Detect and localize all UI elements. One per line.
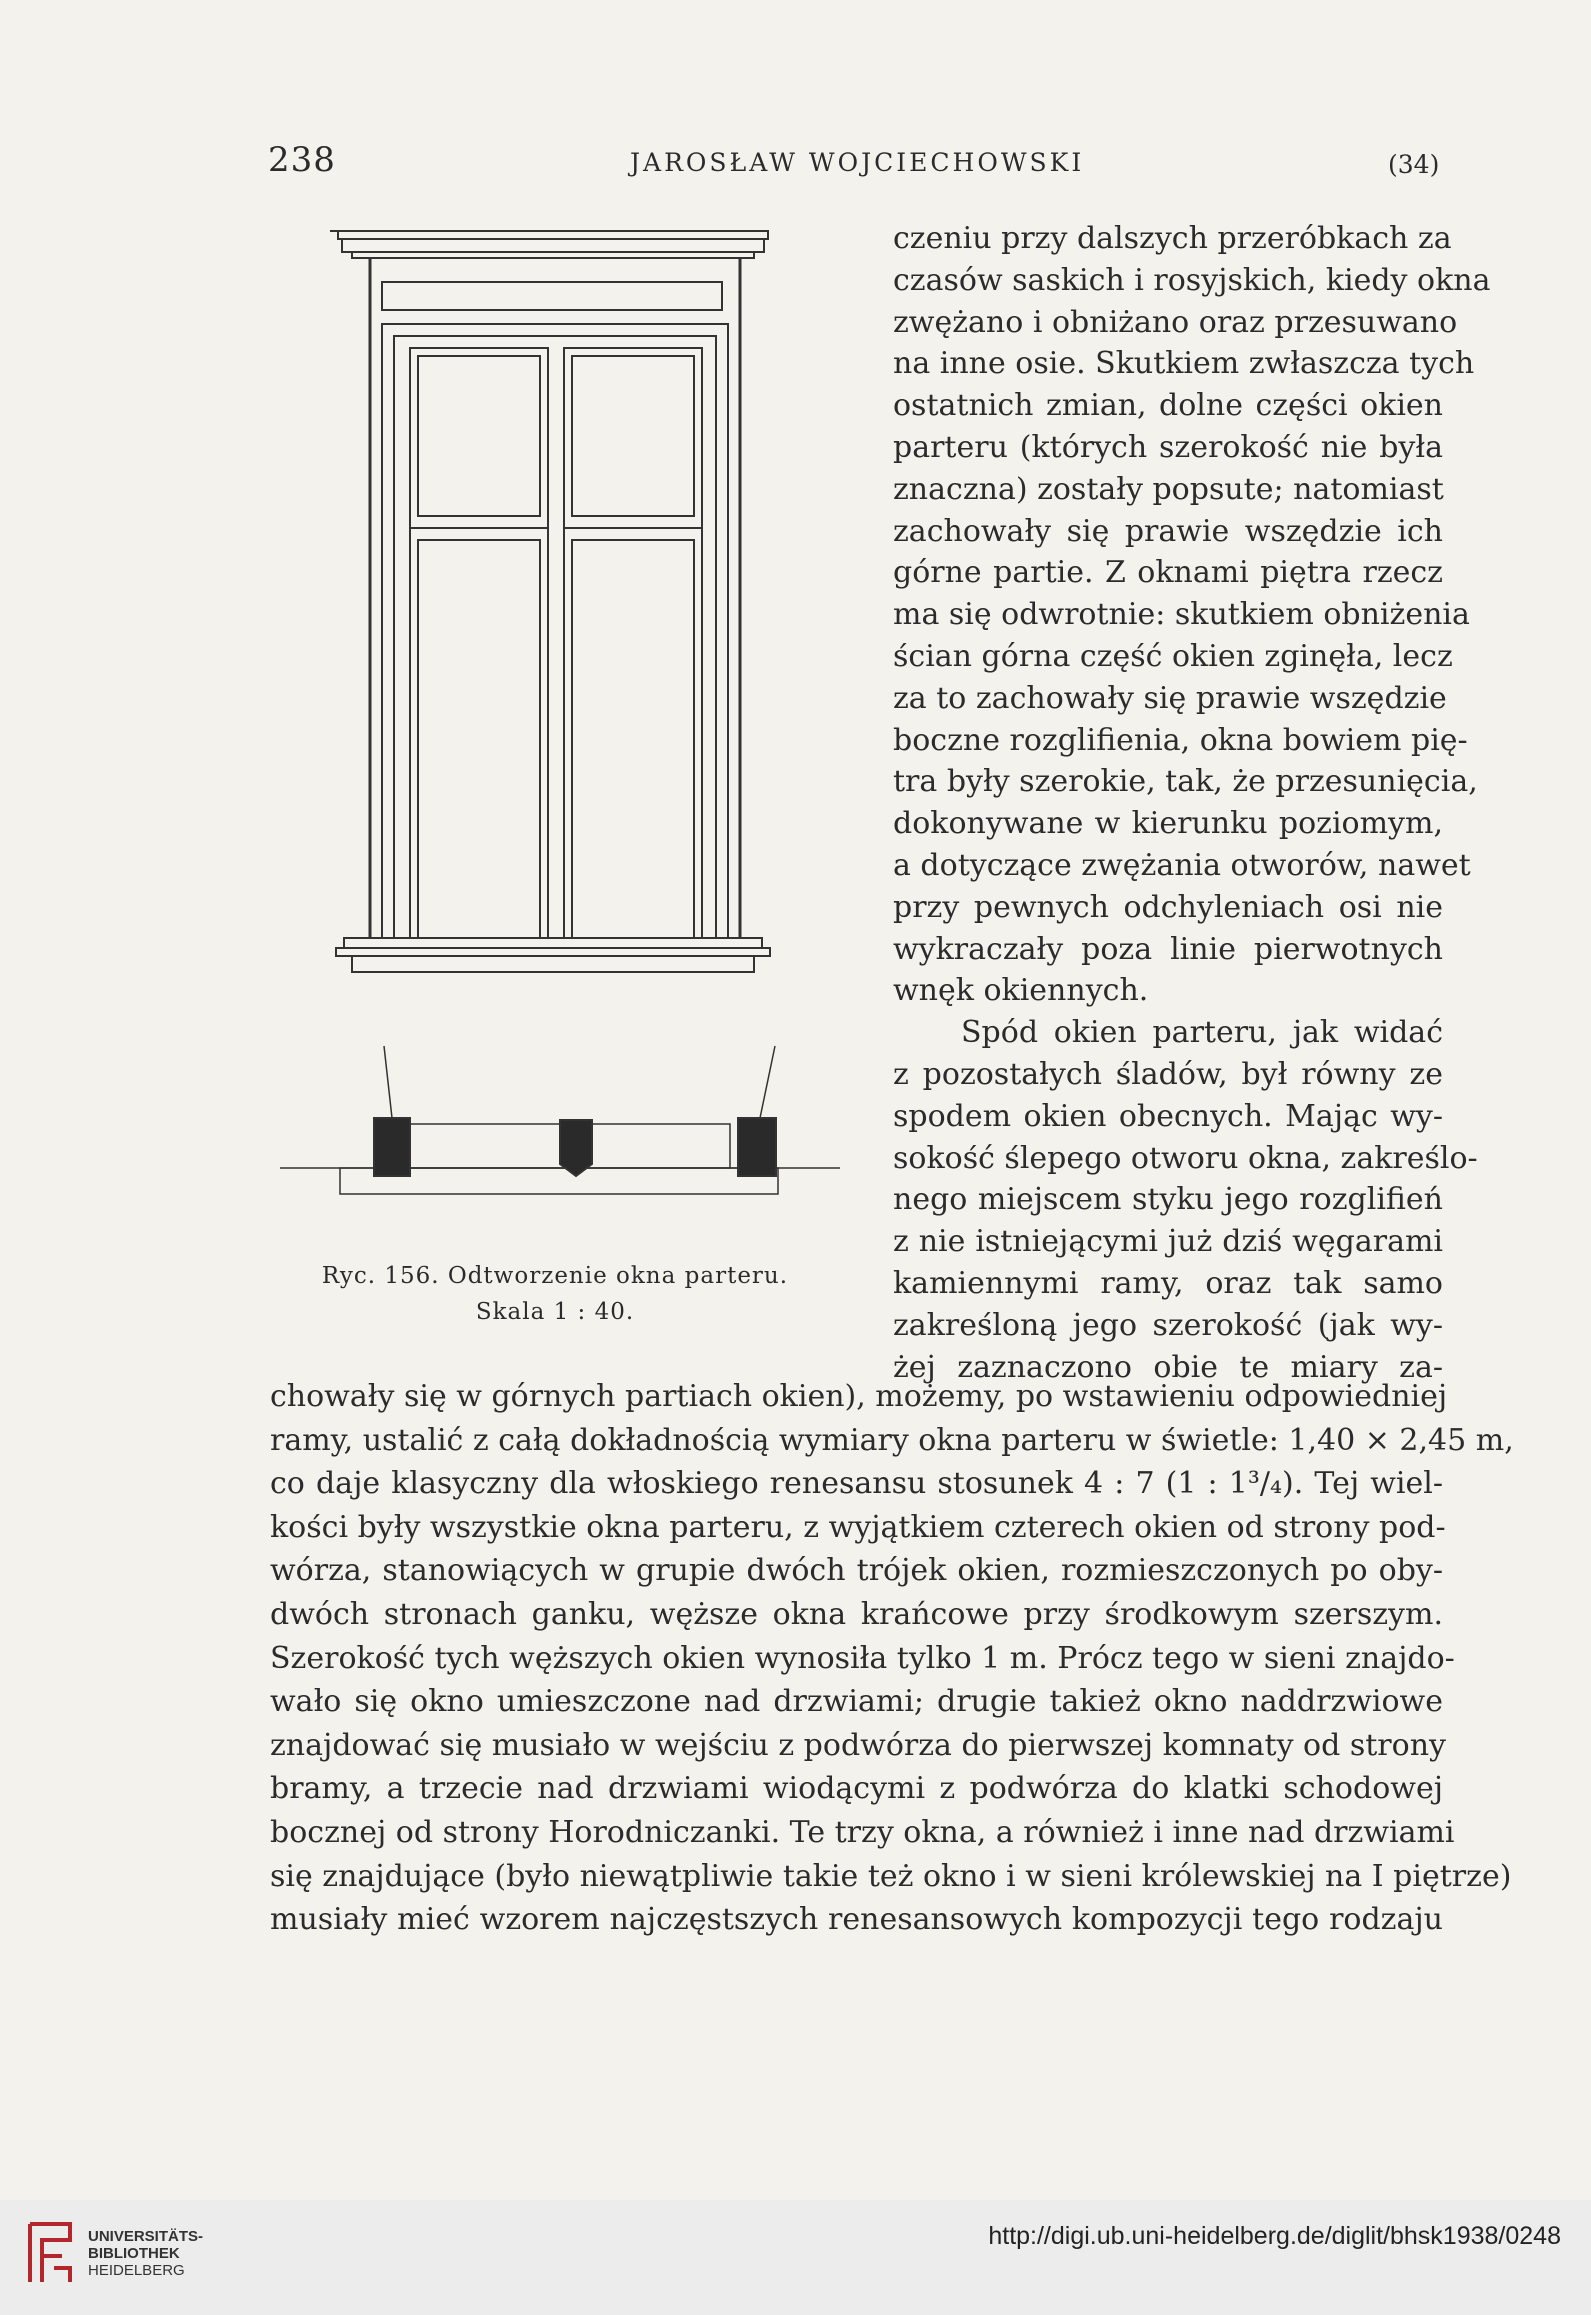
- section-reference: (34): [1388, 150, 1440, 179]
- text-line: nego miejscem styku jego rozglifień: [893, 1182, 1443, 1218]
- text-line: zachowały się prawie wszędzie ich: [893, 513, 1443, 549]
- text-line: bramy, a trzecie nad drzwiami wiodącymi z podwórza do klatki schodowej: [270, 1771, 1443, 1807]
- text-line: kamiennymi ramy, oraz tak samo: [893, 1265, 1443, 1301]
- text-line: ramy, ustalić z całą dokładnością wymiary okna parteru w świetle: 1,40 × 2,45 m,: [270, 1422, 1514, 1458]
- text-line: dokonywane w kierunku poziomym,: [893, 806, 1443, 842]
- text-line: parteru (których szerokość nie była: [893, 429, 1443, 465]
- caption-scale: Skala 1 : 40.: [475, 1299, 635, 1325]
- logo-line: HEIDELBERG: [88, 2262, 185, 2279]
- window-elevation-drawing: [270, 228, 840, 1248]
- paragraph-1: [893, 218, 1491, 1012]
- text-line: wórza, stanowiących w grupie dwóch trójek okien, rozmieszczonych po oby-: [270, 1553, 1443, 1589]
- text-line: zwężano i obniżano oraz przesuwano: [893, 304, 1458, 340]
- text-line: sokość ślepego otworu okna, zakreślo-: [893, 1140, 1478, 1176]
- paragraph-2: [893, 1012, 1478, 1388]
- library-logo-text: [88, 2228, 203, 2279]
- text-line: ostatnich zmian, dolne części okien: [893, 388, 1443, 424]
- caption-title: Ryc. 156. Odtworzenie okna parteru.: [321, 1263, 789, 1289]
- digital-library-footer: [0, 2200, 1591, 2315]
- text-line: dwóch stronach ganku, węższe okna krańcowe przy środkowym szerszym.: [270, 1596, 1443, 1632]
- text-line: kości były wszystkie okna parteru, z wyjątkiem czterech okien od strony pod-: [270, 1509, 1446, 1545]
- text-line: z pozostałych śladów, był równy ze: [893, 1056, 1443, 1092]
- text-line: przy pewnych odchyleniach osi nie: [893, 889, 1443, 925]
- text-line: Spód okien parteru, jak widać: [961, 1015, 1443, 1051]
- text-line: czasów saskich i rosyjskich, kiedy okna: [893, 262, 1491, 298]
- text-line: zakreśloną jego szerokość (jak wy-: [893, 1307, 1443, 1343]
- text-line: wało się okno umieszczone nad drzwiami; drugie takież okno naddrzwiowe: [270, 1684, 1443, 1720]
- text-line: chowały się w górnych partiach okien), możemy, po wstawieniu odpowiedniej: [270, 1379, 1448, 1414]
- text-line: wykraczały poza linie pierwotnych: [893, 931, 1443, 967]
- text-line: tra były szerokie, tak, że przesunięcia,: [893, 764, 1478, 800]
- text-line: bocznej od strony Horodniczanki. Te trzy okna, a również i inne nad drzwiami: [270, 1814, 1455, 1850]
- logo-line: BIBLIOTHEK: [88, 2245, 180, 2262]
- permalink-url[interactable]: http://digi.ub.uni-heidelberg.de/diglit/bhsk1938/0248: [988, 2222, 1561, 2250]
- text-line: żej zaznaczono obie te miary za-: [893, 1349, 1443, 1385]
- paragraph-2-continued: [270, 1375, 1514, 1942]
- text-line: musiały mieć wzorem najczęstszych renesansowych kompozycji tego rodzaju: [270, 1902, 1443, 1938]
- text-line: co daje klasyczny dla włoskiego renesansu stosunek 4 : 7 (1 : 1³/₄). Tej wiel-: [270, 1466, 1443, 1502]
- text-line: czeniu przy dalszych przeróbkach za: [893, 221, 1452, 256]
- university-library-logo-icon: [22, 2218, 78, 2288]
- text-line: boczne rozglifienia, okna bowiem pię-: [893, 722, 1468, 758]
- text-line: się znajdujące (było niewątpliwie takie też okno i w sieni królewskiej na I piętrze): [270, 1858, 1512, 1894]
- text-line: a dotyczące zwężania otworów, nawet: [893, 847, 1471, 883]
- text-line: ścian górna część okien zginęła, lecz: [893, 638, 1453, 674]
- running-title: JAROSŁAW WOJCIECHOWSKI: [630, 148, 1085, 177]
- figure-caption: [270, 1258, 840, 1330]
- full-width-text: [270, 1375, 1514, 1942]
- page-number: 238: [268, 140, 336, 180]
- text-line: z nie istniejącymi już dziś węgarami: [893, 1224, 1443, 1260]
- text-line: znajdować się musiało w wejściu z podwórza do pierwszej komnaty od strony: [270, 1727, 1446, 1763]
- text-line: spodem okien obecnych. Mając wy-: [893, 1098, 1443, 1134]
- text-line: na inne osie. Skutkiem zwłaszcza tych: [893, 346, 1475, 382]
- text-line: znaczna) zostały popsute; natomiast: [893, 471, 1444, 507]
- text-line: ma się odwrotnie: skutkiem obniżenia: [893, 597, 1470, 633]
- text-line: Szerokość tych węższych okien wynosiła tylko 1 m. Prócz tego w sieni znajdo-: [270, 1640, 1455, 1676]
- text-line: za to zachowały się prawie wszędzie: [893, 680, 1447, 716]
- right-column-text: [893, 218, 1491, 1388]
- text-line: górne partie. Z oknami piętra rzecz: [893, 555, 1443, 591]
- logo-line: UNIVERSITÄTS-: [88, 2228, 204, 2245]
- window-figure: [270, 228, 840, 1338]
- text-line: wnęk okiennych.: [893, 973, 1149, 1009]
